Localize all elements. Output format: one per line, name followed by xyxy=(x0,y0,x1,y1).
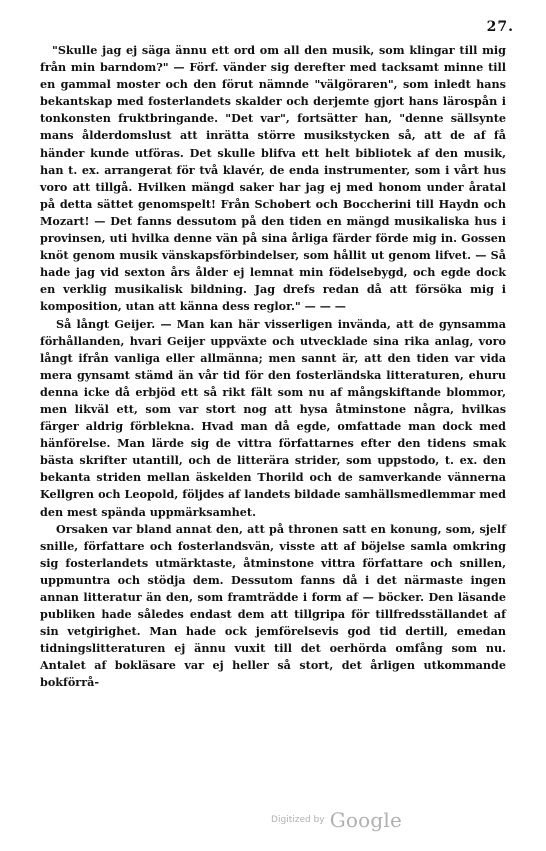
google-logo: Google xyxy=(329,808,402,832)
digitized-by-label: Digitized by xyxy=(271,815,325,825)
paragraph-commentary: Så långt Geijer. — Man kan här visserligen invända, att de gynsamma förhållanden, hvari Geijer uppväxte och utvecklade sina rika anlag, voro långt ifrån vanliga eller allmänna; men sannt är, att den tiden var vida mera gynsamt stämd än vår tid för den fosterländska litteraturen, ehuru denna icke då erbjöd ett så rikt fält som nu af mångskiftande blommor, men likväl ett, som var stort nog att hysa åtminstone några, hvilkas färger aldrig förbleknа. Hvad man då egde, omfattade man dock med hänförelse. Man lärde sig de vittra författarnes efter den tidens smak bästa skrifter utantill, och de litterära strider, som uppstodo, t. ex. den bekanta striden mellan äskelden Thorild och de samverkande vännerna Kellgren och Leopold, följdes af landets bildade samhällsmedlemmar med den mest spända uppmärksamhet. xyxy=(40,316,506,519)
digitization-watermark xyxy=(0,808,546,832)
page-number: 27. xyxy=(486,19,514,35)
paragraph-causes: Orsaken var bland annat den, att på thronen satt en konung, som, sjelf snille, författare och fosterlandsvän, visste att af böjelse samla omkring sig fosterlandets utmärktaste, åtminstone vittra författare och snillen, uppmuntra och stödja dem. Dessutom fanns då i det närmaste ingen annan litteratur än den, som framträdde i form af — böcker. Den läsande publiken hade således endast dem att tillgripa för tillfredsställandet af sin vetgirighet. Man hade ock jemförelsevis god tid dertill, emedan tidningslitteraturen ej ännu vuxit till det oerhörda omfång som nu. Antalet af bokläsare var ej heller så stort, det årligen utkommande bokförrå- xyxy=(40,521,506,690)
body-text xyxy=(40,42,506,692)
paragraph-geijer-quote: "Skulle jag ej säga ännu ett ord om all den musik, som klingar till mig från min barndom?" — Förf. vänder sig derefter med tacksamt minne till en gammal moster och den förut nämnde "välgöraren", som inledt hans bekantskap med fosterlandets skalder och derjemte gjort hans lärospån i tonkonsten fruktbringande. "Det var", fortsätter han, "denne sällsynte mans ålderdomslust att inrätta större musikstycken så, att de af få händer kunde utföras. Det skulle blifva ett helt bibliotek af den musik, han t. ex. arrangerat för två klavér, de enda instrumenter, som i vårt hus voro att tillgå. Hvilken mängd saker har jag ej med honom under åratal på detta sättet genomspelt! Från Schobert och Boccherini till Haydn och Mozart! — Det fanns dessutom på den tiden en mängd musikaliska hus i provinsen, uti hvilka denne vän på sina årliga färder förde mig in. Gossen knöt genom musik vänskapsförbindelser, som hållit ut genom lifvet. — Så hade jag vid sexton års ålder ej lemnat min födelsebygd, och egde dock en verklig musikalisk bildning. Jag drefs redan då att försöka mig i komposition, utan att känna dess reglor." — — — xyxy=(40,43,506,314)
